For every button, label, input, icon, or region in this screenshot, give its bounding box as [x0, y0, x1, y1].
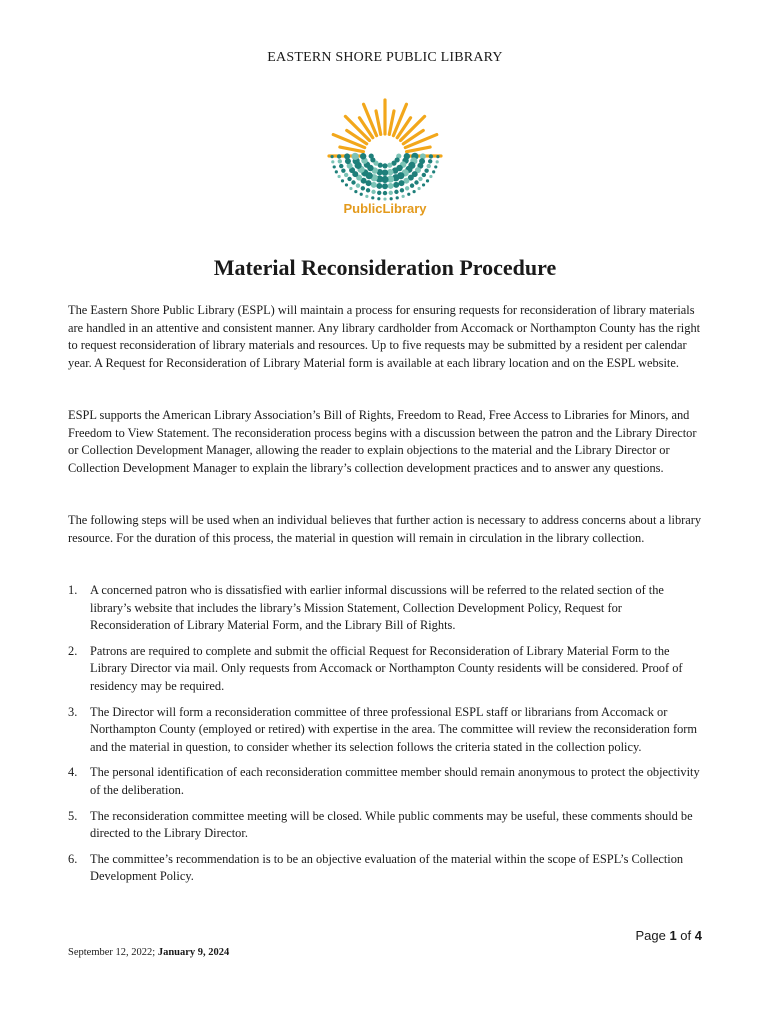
logo-dot	[407, 193, 410, 196]
page-current: 1	[669, 928, 677, 943]
logo-dot	[333, 165, 336, 168]
support-paragraph: ESPL supports the American Library Association’s Bill of Rights, Freedom to Read, Free Access to Libraries for Minors, and Freedom to View Statement. The reconsideration process begins with a discussion between the patron and the Library Director or Collection Development Manager, allowing the reader to explain objections to the material and the Library Director or Collection Development Manager to explain the library’s collection development practices and to answer any questions.	[68, 408, 697, 475]
step-text: Patrons are required to complete and submit the official Request for Reconsideration of Library Material Form to the Library Director via mail. Only requests from Accomack or Northampton County residents will be considered. Proof of residency may be required.	[90, 643, 683, 693]
logo-dot	[382, 183, 388, 189]
logo-dot	[371, 182, 377, 188]
step-text: The reconsideration committee meeting will be closed. While public comments may be useful, these comments should be directed to the Library Director.	[90, 808, 693, 841]
logo-dot	[349, 187, 352, 190]
step-text: The committee’s recommendation is to be an objective evaluation of the material within the scope of ESPL’s Collection Development Policy.	[90, 851, 684, 884]
page-prefix: Page	[635, 928, 670, 943]
logo-dot	[410, 183, 414, 187]
step-text: The Director will form a reconsideration committee of three professional ESPL staff or librarians from Accomack or Northampton County (employed or retired) with expertise in the area. The committee will review the reconsideration form and the material in question, to consider whether its selection follows the criteria stated in the collection policy.	[90, 704, 698, 754]
logo-dot	[427, 164, 431, 168]
logo-dot	[436, 155, 439, 158]
logo-dot	[369, 153, 374, 158]
logo-dot	[405, 186, 409, 190]
logo-text: PublicLibrary	[343, 201, 427, 216]
logo-dot	[360, 193, 363, 196]
logo-dot	[356, 183, 360, 187]
logo-dot	[398, 180, 404, 186]
logo-dot	[341, 168, 345, 172]
step-number: 3.	[68, 704, 78, 719]
step-number: 6.	[68, 851, 78, 866]
list-item	[68, 643, 704, 696]
logo-dot	[429, 154, 433, 158]
logo-dot	[388, 183, 394, 189]
organization-name: EASTERN SHORE PUBLIC LIBRARY	[267, 50, 503, 65]
step-text: A concerned patron who is dissatisfied with earlier informal discussions will be referred to the related section of the library’s website that includes the library’s Mission Statement, Collection Development Policy, Request for Reconsideration of Library Material Form, and the Library Bill of Rights.	[90, 583, 664, 633]
logo-dot	[434, 165, 437, 168]
logo-dot	[361, 186, 365, 190]
footer-date	[68, 947, 229, 958]
logo-dot	[365, 195, 368, 198]
logo-dot	[422, 183, 425, 186]
logo-ray	[389, 111, 394, 135]
step-number: 1.	[68, 583, 78, 597]
logo-dot	[396, 196, 399, 199]
logo-dot	[414, 180, 418, 184]
logo-dot	[429, 175, 432, 178]
logo-dot	[417, 187, 420, 190]
logo-dot	[377, 197, 380, 200]
footer-date-original: September 12, 2022;	[68, 947, 158, 958]
list-item	[68, 808, 704, 843]
step-number: 4.	[68, 765, 78, 780]
logo-dots	[330, 153, 439, 201]
logo-dot	[428, 159, 432, 163]
logo-rays	[329, 100, 441, 156]
logo-dot	[335, 170, 338, 173]
intro-paragraph: The Eastern Shore Public Library (ESPL) will maintain a process for ensuring requests for reconsideration of library materials are handled in an attentive and consistent manner. Any library cardholder from Accomack or Northampton County has the right to request reconsideration of library materials and resources. Up to five requests may be submitted by a resident per calendar year. A Request for Reconsideration of Library Material form is available at each library location and on the ESPL website.	[68, 303, 701, 370]
sunburst-library-logo-icon	[316, 92, 454, 232]
logo-ray	[407, 147, 431, 152]
logo-dot	[344, 153, 350, 159]
logo-dot	[371, 196, 374, 199]
logo-dot	[347, 177, 351, 181]
list-item	[68, 764, 704, 799]
procedure-steps-list	[68, 582, 704, 894]
logo-dot	[418, 177, 422, 181]
logo-dot	[338, 175, 341, 178]
step-text: The personal identification of each reconsideration committee member should remain anonymous to protect the objectivity of the deliberation.	[90, 765, 700, 797]
logo-graphic	[316, 92, 454, 232]
logo-dot	[402, 195, 405, 198]
logo-dot	[344, 173, 348, 177]
logo-dot	[422, 173, 426, 177]
logo-dot	[390, 197, 393, 200]
logo-dot	[394, 190, 398, 194]
steps-intro-paragraph: The following steps will be used when an individual believes that further action is necessary to address concerns about a library resource. For the duration of this process, the material in question will remain in circulation in the library collection.	[68, 513, 702, 545]
list-item	[68, 582, 704, 635]
logo-dot	[376, 183, 382, 189]
list-item	[68, 704, 704, 757]
logo-dot	[413, 190, 416, 193]
logo-dot	[351, 180, 355, 184]
logo-dot	[338, 159, 342, 163]
logo-dot	[330, 155, 333, 158]
page-total: 4	[694, 928, 702, 943]
logo-dot	[436, 160, 439, 163]
logo-dot	[426, 179, 429, 182]
logo-dot	[354, 190, 357, 193]
logo-dot	[382, 163, 387, 168]
logo-ray	[340, 147, 364, 152]
page-of: of	[676, 928, 695, 943]
step-number: 5.	[68, 808, 78, 823]
logo-ray	[376, 111, 381, 135]
list-item	[68, 851, 704, 886]
logo-dot	[352, 153, 359, 160]
footer-date-revised: January 9, 2024	[157, 947, 230, 958]
logo-dot	[387, 163, 392, 168]
logo-dot	[371, 190, 375, 194]
step-number: 2.	[68, 643, 78, 658]
logo-dot	[377, 191, 381, 195]
logo-dot	[345, 183, 348, 186]
logo-dot	[424, 168, 428, 172]
logo-dot	[389, 191, 393, 195]
logo-dot	[341, 179, 344, 182]
logo-dot	[393, 182, 399, 188]
logo-dot	[360, 153, 366, 159]
logo-dot	[383, 191, 387, 195]
page-number	[635, 928, 702, 943]
logo-dot	[400, 188, 404, 192]
logo-dot	[337, 154, 341, 158]
logo-dot	[432, 170, 435, 173]
logo-dot	[366, 188, 370, 192]
page-title: Material Reconsideration Procedure	[213, 255, 557, 280]
logo-dot	[339, 164, 343, 168]
logo-dot	[331, 160, 334, 163]
